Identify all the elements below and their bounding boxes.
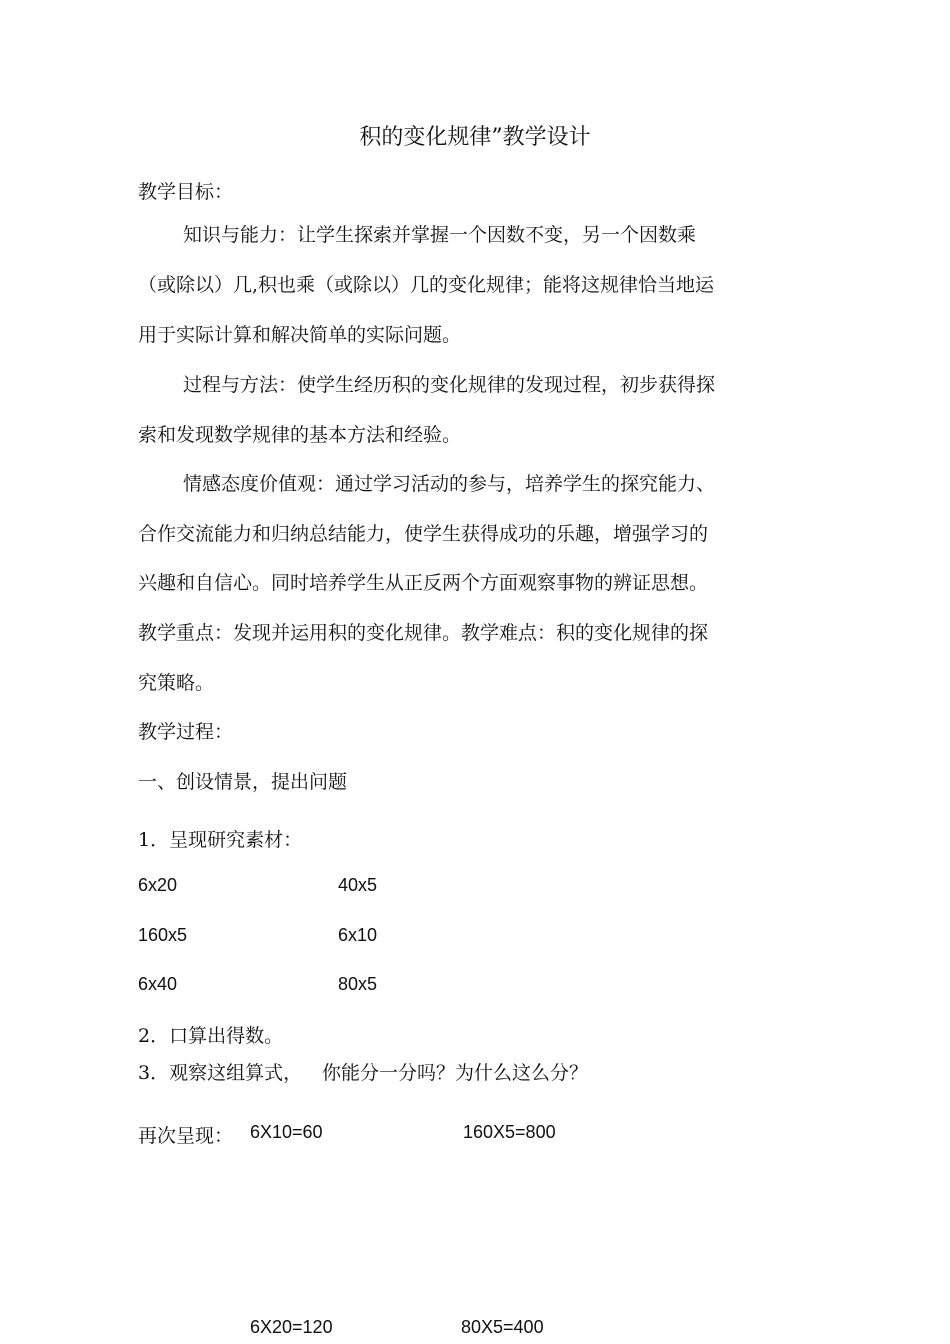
step-1: 1．呈现研究素材： [138, 829, 303, 851]
emotion-line-3: 兴趣和自信心。同时培养学生从正反两个方面观察事物的辨证思想。 [138, 572, 709, 594]
key-points-line-1: 教学重点：发现并运用积的变化规律。教学难点：积的变化规律的探 [138, 622, 709, 644]
knowledge-line-3: 用于实际计算和解决简单的实际问题。 [138, 324, 462, 346]
process-heading: 教学过程： [138, 721, 234, 743]
material-2b: 6x10 [338, 925, 378, 945]
material-3a: 6x40 [138, 974, 178, 994]
key-points-line-2: 究策略。 [138, 672, 215, 694]
process-line-2: 索和发现数学规律的基本方法和经验。 [138, 424, 462, 446]
goals-heading: 教学目标： [138, 181, 234, 203]
material-1a: 6x20 [138, 875, 178, 895]
step-2: 2．口算出得数。 [138, 1025, 284, 1047]
material-3b: 80x5 [338, 974, 378, 994]
section-1-heading: 一、创设情景，提出问题 [138, 771, 348, 793]
knowledge-line-2: （或除以）几,积也乘（或除以）几的变化规律；能将这规律恰当地运 [138, 274, 715, 296]
again-equation-2: 160X5=800 [463, 1122, 556, 1142]
emotion-line-1: 情感态度价值观：通过学习活动的参与，培养学生的探究能力、 [183, 473, 716, 495]
material-2a: 160x5 [138, 925, 188, 945]
emotion-line-2: 合作交流能力和归纳总结能力，使学生获得成功的乐趣，增强学习的 [138, 523, 709, 545]
bottom-equation-2: 80X5=400 [461, 1317, 544, 1337]
material-1b: 40x5 [338, 875, 378, 895]
again-label: 再次呈现： [138, 1125, 234, 1147]
step-3-right: 你能分一分吗？为什么这么分？ [322, 1062, 589, 1084]
bottom-equation-1: 6X20=120 [250, 1317, 333, 1337]
document-title: 积的变化规律”教学设计 [359, 125, 591, 150]
process-line-1: 过程与方法：使学生经历积的变化规律的发现过程，初步获得探 [183, 374, 716, 396]
again-equation-1: 6X10=60 [250, 1122, 323, 1142]
knowledge-line-1: 知识与能力：让学生探索并掌握一个因数不变，另一个因数乘 [183, 224, 697, 246]
step-3-left: 3．观察这组算式， [138, 1062, 303, 1084]
